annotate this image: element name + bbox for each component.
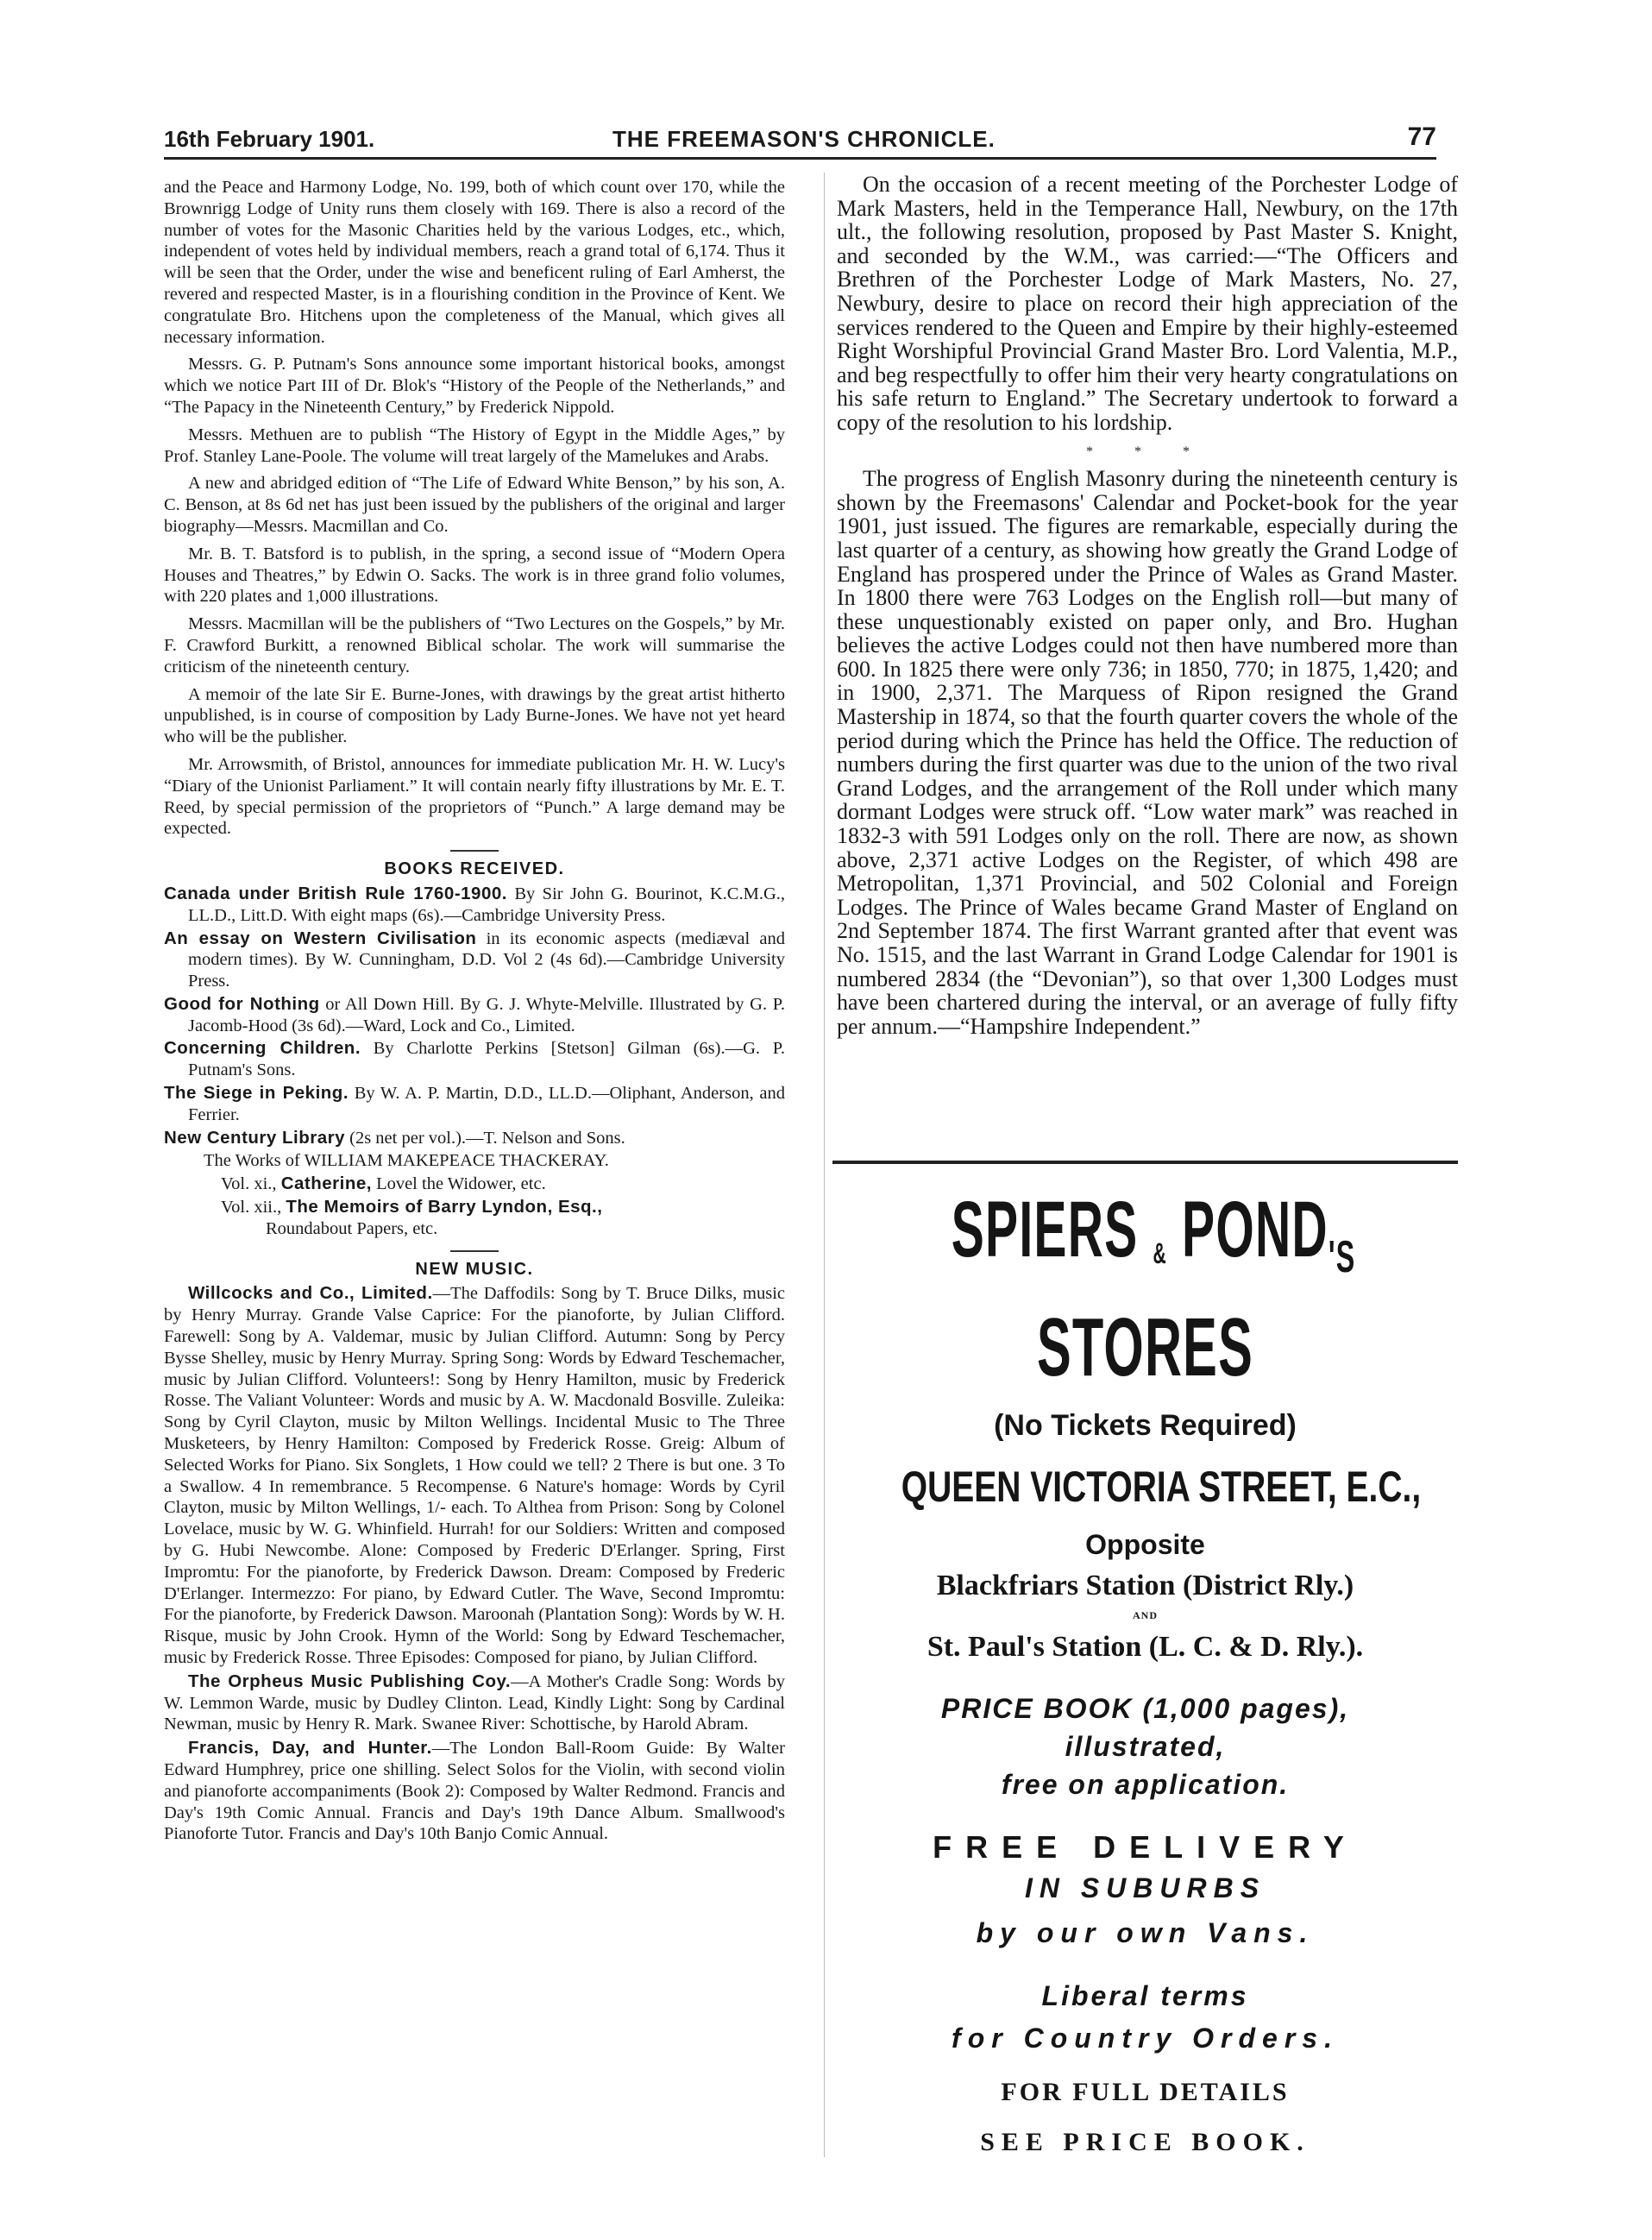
paragraph-benson: A new and abridged edition of “The Life of Edward White Benson,” by his son, A. C. Benson, at 8s 6d net has just been issued by the publishers of the original and larger biography—Messrs. Macmillan and Co. [164,474,785,536]
asterism: * * * [1086,444,1209,459]
ad-by-vans: by our own Vans. [976,1917,1315,1948]
ad-brand-spiers: SPIERS [951,1186,1139,1274]
journal-title: THE FREEMASON'S CHRONICLE. [612,126,996,152]
ad-brand-name [951,1186,1356,1300]
book-title: Concerning Children. [164,1038,361,1059]
ad-illustrated: illustrated, [1065,1731,1226,1762]
ad-no-tickets: (No Tickets Required) [994,1409,1297,1442]
book-details: (2s net per vol.).—T. Nelson and Sons. [345,1128,625,1148]
music-details: —The London Ball-Room Guide: By Walter Edward Humphrey, price one shilling. Select Solos for the Violin, with second violin and pianoforte accompaniments (Book 2): Composed by Walter Redmond. Francis and Day's 19th Comic Annual. Francis and Day's 19th Dance Album. Smallwood's Pianoforte Tutor. Francis and Day's 10th Banjo Comic Annual. [164,1739,785,1844]
paragraph-putnam: Messrs. G. P. Putnam's Sons announce some important historical books, amongst which we notice Part III of Dr. Blok's “History of the People of the Netherlands,” and “The Papacy in the Nineteenth Century,” by Frederick Nippold. [164,355,785,417]
book-title: The Siege in Peking. [164,1083,349,1104]
thackeray-vol-11 [164,1173,785,1195]
music-details: —The Daffodils: Song by T. Bruce Dilks, music by Henry Murray. Grande Valse Caprice: For the pianoforte, by Julian Clifford. Farewell: Song by A. Valdemar, music by Julian Clifford. Autumn: Song by Percy Bysse Shelley, music by Henry Murray. Spring Song: Words by Edward Teschemacher, music by Julian Clifford. Volunteers!: Song by Henry Hamilton, music by Frederick Rosse. The Valiant Volunteer: Words and music by A. W. Macdonald Bosville. Zuleika: Song by Cyril Clayton, music by Milton Wellings. Incidental Music to The Three Musketeers, by Henry Hamilton: Composed by Frederick Rosse. Greig: Album of Selected Works for Piano. Six Songlets, 1 How could we tell? 2 There is but one. 3 To a Swallow. 4 In remembrance. 5 Recompense. 6 Nature's homage: Words by Cyril Clayton, music by Milton Wellings, 1/- each. To Althea from Prison: Song by Colonel Lovelace, music by W. G. Whinfield. Hurrah! for our Soldiers: Written and composed by G. Hubi Newcombe. Alone: Composed by Frederic D'Erlanger. Spring, First Impromtu: For the pianoforte, by Frederick Dawson. Dream: Composed by Frederic D'Erlanger. Intermezzo: For piano, by Edward Cutler. The Wave, Second Impromtu: For the pianoforte, by Frederick Dawson. Maroonah (Plantation Song): Words by W. H. Risque, music by John Crook. Hymn of the World: Song by Edward Teschemacher, music by Frederick Rosse. Three Episodes: Composed for piano, by Julian Clifford. [164,1284,785,1667]
issue-date: 16th February 1901. [164,126,375,152]
ad-free-delivery: FREE DELIVERY [933,1829,1358,1865]
ad-country-orders: for Country Orders. [952,2023,1339,2054]
book-title: Canada under British Rule 1760-1900. [164,883,507,903]
volume-rest: Lovel the Widower, etc. [371,1174,546,1194]
ad-see-price-book: SEE PRICE BOOK. [980,2128,1310,2156]
thackeray-works-line: The Works of WILLIAM MAKEPEACE THACKERAY. [204,1151,609,1171]
section-divider [450,1250,499,1252]
paragraph-arrowsmith: Mr. Arrowsmith, of Bristol, announces for immediate publication Mr. H. W. Lucy's “Diary of the Unionist Parliament.” It will contain nearly fifty illustrations by Mr. E. T. Reed, by special permission of the proprietors of “Punch.” A large demand may be expected. [164,754,785,839]
new-music-heading: NEW MUSIC. [415,1259,534,1279]
spiers-pond-advertisement [832,1178,1458,2157]
book-entry [164,884,785,927]
book-entry [164,1038,785,1081]
music-entry [164,1738,785,1845]
book-entry [164,1128,785,1149]
volume-title: Catherine, [280,1173,372,1194]
paragraph-kent-manual: and the Peace and Harmony Lodge, No. 199, both of which count over 170, while the Brownrigg Lodge of Unity runs them closely with 169. There is also a record of the number of votes for the Masonic Charities held by the various Lodges, etc., which, independent of votes held by individual members, reach a grand total of 6,174. Thus it will be seen that the Order, under the wise and beneficent ruling of Earl Amherst, the revered and respected Master, is in a flourishing condition in the Province of Kent. We congratulate Bro. Hitchens upon the completeness of the Manual, which gives all necessary information. [164,178,785,347]
ad-price-book: PRICE BOOK (1,000 pages), [940,1693,1350,1724]
volume-number: Vol. xi., [221,1174,281,1194]
music-entry [164,1671,785,1735]
book-details: or All Down Hill. By G. J. Whyte-Melville. Illustrated by G. P. Jacomb-Hood (3s 6d).—Ward, Lock and Co., Limited. [188,994,785,1035]
volume-number: Vol. xii., [221,1198,286,1218]
publisher-name: Willcocks and Co., Limited. [188,1283,433,1304]
paragraph-macmillan: Messrs. Macmillan will be the publishers of “Two Lectures on the Gospels,” by Mr. F. Crawford Burkitt, a renowned Biblical scholar. The work will summarise the criticism of the nineteenth century. [164,614,785,676]
ad-free-on-application: free on application. [1001,1769,1290,1800]
paragraph-porchester-lodge: On the occasion of a recent meeting of the Porchester Lodge of Mark Masters, held in the Temperance Hall, Newbury, on the 17th ult., the following resolution, proposed by Past Master S. Knight, and seconded by the W.M., was carried:—“The Officers and Brethren of the Porchester Lodge of Mark Masters, No. 27, Newbury, desire to place on record their high appreciation of the services rendered to the Queen and Empire by their highly-esteemed Right Worshipful Provincial Grand Master Bro. Lord Valentia, M.P., and beg respectfully to offer him their very hearty congratulations on his safe return to England.” The Secretary undertook to forward a copy of the resolution to his lordship. [837,172,1458,435]
right-column [837,173,1458,1038]
book-entry [164,1083,785,1126]
book-title: Good for Nothing [164,993,320,1014]
book-details: By Sir John G. Bourinot, K.C.M.G., LL.D., Litt.D. With eight maps (6s).—Cambridge University Press. [188,884,785,925]
book-entry [164,994,785,1037]
publisher-name: The Orpheus Music Publishing Coy. [188,1671,512,1691]
ad-opposite: Opposite [1085,1529,1205,1560]
ad-blackfriars: Blackfriars Station (District Rly.) [936,1570,1354,1601]
ad-brand-pond: POND [1182,1186,1329,1274]
advertisement-rule [832,1161,1458,1164]
book-title: New Century Library [164,1127,345,1148]
book-details: By W. A. P. Martin, D.D., LL.D.—Oliphant, Anderson, and Ferrier. [188,1084,785,1124]
paragraph-batsford: Mr. B. T. Batsford is to publish, in the spring, a second issue of “Modern Opera Houses and Theatres,” by Edwin O. Sacks. The work is in three grand folio volumes, with 220 plates and 1,000 illustrations. [164,544,785,607]
page-number: 77 [1407,123,1436,151]
ad-full-details: FOR FULL DETAILS [1001,2078,1290,2106]
ad-and: AND [1133,1609,1158,1621]
music-entry [164,1283,785,1668]
thackeray-vol-12 [164,1197,785,1240]
volume-title: The Memoirs of Barry Lyndon, Esq., [286,1197,603,1218]
volume-rest: Roundabout Papers, etc. [266,1218,438,1238]
ad-st-pauls: St. Paul's Station (L. C. & D. Rly.). [927,1631,1364,1663]
publisher-name: Francis, Day, and Hunter. [188,1738,432,1759]
ad-in-suburbs: IN SUBURBS [1024,1872,1266,1903]
section-divider [450,850,499,852]
book-details: By Charlotte Perkins [Stetson] Gilman (6s).—G. P. Putnam's Sons. [188,1039,785,1080]
running-header [164,121,1436,160]
left-column [164,177,785,1847]
paragraph-methuen: Messrs. Methuen are to publish “The History of Egypt in the Middle Ages,” by Prof. Stanley Lane-Poole. The volume will treat largely of the Mamelukes and Arabs. [164,425,785,466]
ad-stores: STORES [1036,1301,1254,1394]
column-divider [824,173,825,2157]
music-list [164,1283,785,1845]
ad-liberal-terms: Liberal terms [1041,1980,1249,2011]
book-details: in its economic aspects (mediæval and modern times). By W. Cunningham, D.D. Vol 2 (4s 6d).—Cambridge University Press. [188,928,785,991]
music-details: —A Mother's Cradle Song: Words by W. Lemmon Warde, music by Dudley Clinton. Lead, Kindly Light: Song by Cardinal Newman, music by Henry R. Mark. Swanee River: Schottische, by Harold Abram. [164,1671,785,1734]
books-received-heading: BOOKS RECEIVED. [384,859,565,879]
book-entry [164,928,785,992]
ad-brand-suffix: 'S [1328,1232,1356,1282]
ad-brand-ampersand: & [1153,1237,1167,1270]
paragraph-masonry-progress: The progress of English Masonry during the nineteenth century is shown by the Freemasons' Calendar and Pocket-book for the year 1901, just issued. The figures are remarkable, especially during the last quarter of a century, as showing how greatly the Grand Lodge of England has prospered under the Prince of Wales as Grand Master. In 1800 there were 763 Lodges on the English roll—but many of these unquestionably existed on paper only, and Bro. Hughan believes the active Lodges could not then have numbered more than 600. In 1825 there were only 736; in 1850, 770; in 1875, 1,420; and in 1900, 2,371. The Marquess of Ripon resigned the Grand Mastership in 1874, so that the fourth quarter covers the whole of the period during which the Prince has held the Office. The reduction of numbers during the first quarter was due to the union of the two rival Grand Lodges, and the arrangement of the Roll under which many dormant Lodges were struck off. “Low water mark” was reached in 1832-3 with 591 Lodges only on the roll. There are now, as shown above, 2,371 active Lodges on the Register, of which 498 are Metropolitan, 1,371 Provincial, and 502 Colonial and Foreign Lodges. The Prince of Wales became Grand Master of England on 2nd September 1874. The first Warrant granted after that event was No. 1515, and the last Warrant in Grand Lodge Calendar for 1901 is numbered 2834 (the “Devonian”), so that over 1,300 Lodges must have been chartered during the interval, or an average of fully fifty per annum.—“Hampshire Independent.” [837,466,1458,1039]
ad-address: QUEEN VICTORIA STREET, E.C., [901,1463,1422,1511]
paragraph-burne-jones: A memoir of the late Sir E. Burne-Jones, with drawings by the great artist hitherto unpublished, is in course of composition by Lady Burne-Jones. We have not yet heard who will be the publisher. [164,684,785,747]
book-title: An essay on Western Civilisation [164,928,477,948]
